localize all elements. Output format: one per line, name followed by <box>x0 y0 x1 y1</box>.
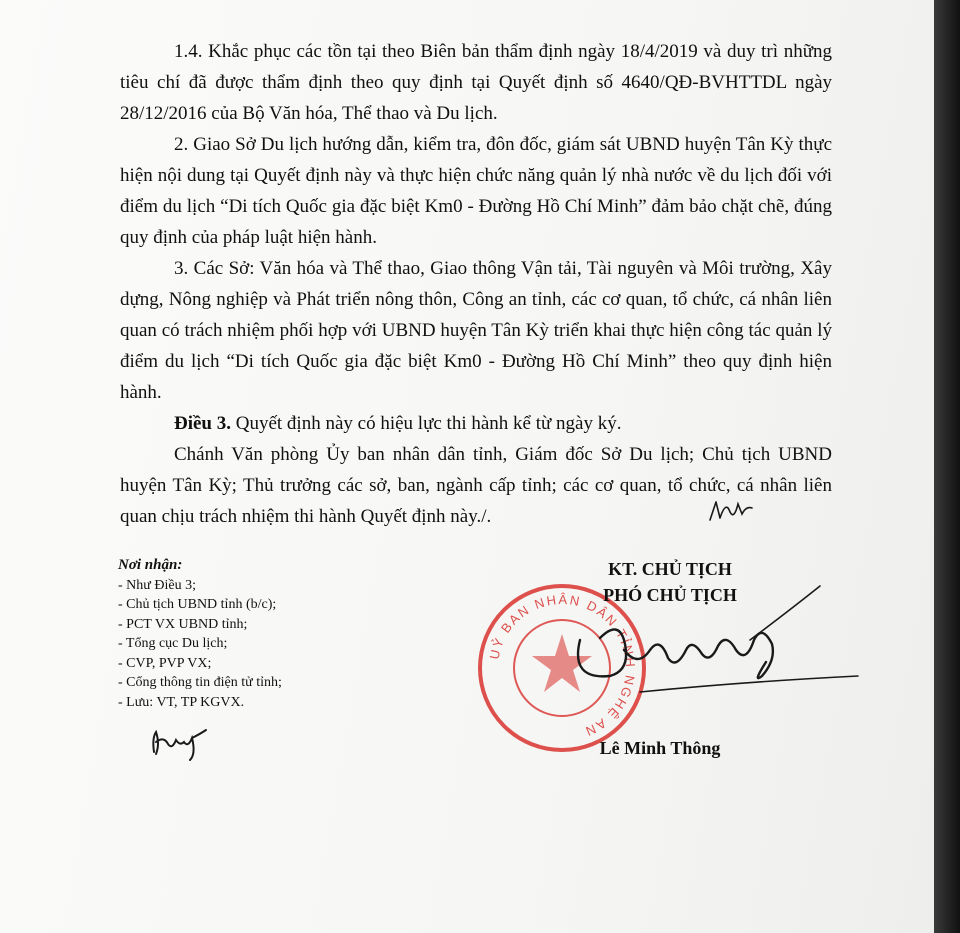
svg-text:UỶ BAN NHÂN DÂN TỈNH NGHỆ AN: UỶ BAN NHÂN DÂN TỈNH NGHỆ AN <box>486 591 639 740</box>
clerk-initial-icon <box>146 720 218 762</box>
recipient-item: - PCT VX UBND tỉnh; <box>118 616 248 632</box>
recipient-item: - Chủ tịch UBND tỉnh (b/c); <box>118 597 277 612</box>
recipient-item: - Tổng cục Du lịch; <box>118 636 228 651</box>
document-body <box>120 36 832 532</box>
recipients-block <box>118 556 418 712</box>
article-3-text: Quyết định này có hiệu lực thi hành kể từ ngày ký. <box>231 413 622 434</box>
recipients-title: Nơi nhận: <box>118 557 183 573</box>
recipient-item: - CVP, PVP VX; <box>118 655 212 671</box>
signature-title-1: KT. CHỦ TỊCH <box>608 559 732 579</box>
recipient-item: - Cổng thông tin điện tử tỉnh; <box>118 675 282 690</box>
handwritten-signature-icon <box>540 580 870 710</box>
signer-name: Lê Minh Thông <box>599 738 721 758</box>
initial-mark-icon <box>706 496 754 524</box>
recipient-item: - Lưu: VT, TP KGVX. <box>118 694 245 710</box>
paragraph-2: 2. Giao Sở Du lịch hướng dẫn, kiểm tra, đôn đốc, giám sát UBND huyện Tân Kỳ thực hiện nội dung tại Quyết định này và thực hiện chức năng quản lý nhà nước về du lịch đối với điểm du lịch “Di tích Quốc gia đặc biệt Km0 - Đường Hồ Chí Minh” đảm bảo chặt chẽ, đúng quy định của pháp luật hiện hành. <box>120 134 832 248</box>
page-edge-shadow <box>934 0 960 933</box>
signature-title-2: PHÓ CHỦ TỊCH <box>603 585 737 605</box>
closing-paragraph: Chánh Văn phòng Ủy ban nhân dân tỉnh, Giám đốc Sở Du lịch; Chủ tịch UBND huyện Tân Kỳ; Thủ trưởng các sở, ban, ngành cấp tỉnh; các cơ quan, tổ chức, cá nhân liên quan chịu trách nhiệm thi hành Quyết định này./. <box>120 444 832 527</box>
paragraph-3: 3. Các Sở: Văn hóa và Thể thao, Giao thông Vận tải, Tài nguyên và Môi trường, Xây dựng, Nông nghiệp và Phát triển nông thôn, Công an tỉnh, các cơ quan, tổ chức, cá nhân liên quan có trách nhiệm phối hợp với UBND huyện Tân Kỳ triển khai thực hiện công tác quản lý điểm du lịch “Di tích Quốc gia đặc biệt Km0 - Đường Hồ Chí Minh” theo quy định hiện hành. <box>120 258 832 403</box>
paragraph-1-4: 1.4. Khắc phục các tồn tại theo Biên bản thẩm định ngày 18/4/2019 và duy trì những tiêu chí đã được thẩm định theo quy định tại Quyết định số 4640/QĐ-BVHTTDL ngày 28/12/2016 của Bộ Văn hóa, Thể thao và Du lịch. <box>120 41 832 124</box>
article-3 <box>120 408 832 439</box>
article-3-label: Điều 3. <box>174 413 231 434</box>
recipient-item: - Như Điều 3; <box>118 577 196 593</box>
